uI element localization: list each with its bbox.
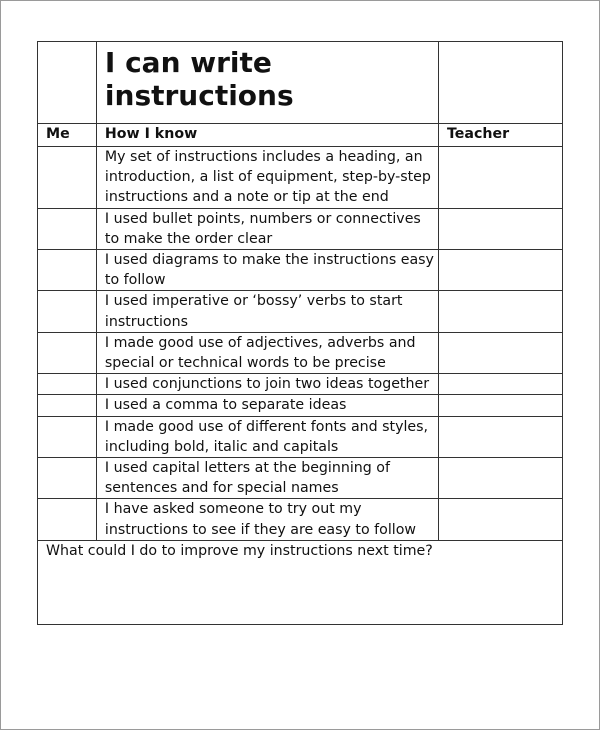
page-title: I can write instructions [104, 46, 294, 112]
criterion-text: I used a comma to separate ideas [96, 395, 438, 416]
criterion-row [38, 458, 563, 499]
title-blank-me [38, 42, 97, 124]
criterion-row [38, 291, 563, 332]
me-checkbox-cell[interactable] [38, 458, 97, 499]
improvement-cell[interactable] [38, 540, 563, 624]
criterion-text: I used capital letters at the beginning of sentences and for special names [96, 458, 438, 499]
title-row [38, 42, 563, 124]
header-row [38, 124, 563, 147]
teacher-checkbox-cell[interactable] [438, 250, 562, 291]
title-blank-teacher [438, 42, 562, 124]
me-checkbox-cell[interactable] [38, 416, 97, 457]
teacher-checkbox-cell[interactable] [438, 147, 562, 209]
me-checkbox-cell[interactable] [38, 147, 97, 209]
header-me: Me [38, 124, 97, 147]
criterion-row [38, 416, 563, 457]
teacher-checkbox-cell[interactable] [438, 499, 562, 540]
criterion-row [38, 147, 563, 209]
improvement-row [38, 540, 563, 624]
me-checkbox-cell[interactable] [38, 208, 97, 249]
criterion-row [38, 208, 563, 249]
criterion-row [38, 250, 563, 291]
improvement-question: What could I do to improve my instructions next time? [46, 542, 433, 559]
criterion-text: I used bullet points, numbers or connectives to make the order clear [96, 208, 438, 249]
me-checkbox-cell[interactable] [38, 374, 97, 395]
criterion-text: I used imperative or ‘bossy’ verbs to start instructions [96, 291, 438, 332]
teacher-checkbox-cell[interactable] [438, 416, 562, 457]
title-cell [96, 42, 438, 124]
criterion-row [38, 332, 563, 373]
criterion-text: I made good use of adjectives, adverbs and special or technical words to be precise [96, 332, 438, 373]
criterion-text: I made good use of different fonts and styles, including bold, italic and capitals [96, 416, 438, 457]
me-checkbox-cell[interactable] [38, 499, 97, 540]
me-checkbox-cell[interactable] [38, 250, 97, 291]
teacher-checkbox-cell[interactable] [438, 458, 562, 499]
header-how-i-know: How I know [96, 124, 438, 147]
criterion-row [38, 395, 563, 416]
teacher-checkbox-cell[interactable] [438, 332, 562, 373]
criterion-row [38, 499, 563, 540]
me-checkbox-cell[interactable] [38, 332, 97, 373]
teacher-checkbox-cell[interactable] [438, 291, 562, 332]
me-checkbox-cell[interactable] [38, 395, 97, 416]
criterion-text: I used diagrams to make the instructions easy to follow [96, 250, 438, 291]
criterion-row [38, 374, 563, 395]
teacher-checkbox-cell[interactable] [438, 208, 562, 249]
teacher-checkbox-cell[interactable] [438, 374, 562, 395]
criterion-text: My set of instructions includes a heading, an introduction, a list of equipment, step-by-step instructions and a note or tip at the end [96, 147, 438, 209]
criterion-text: I have asked someone to try out my instructions to see if they are easy to follow [96, 499, 438, 540]
criterion-text: I used conjunctions to join two ideas together [96, 374, 438, 395]
me-checkbox-cell[interactable] [38, 291, 97, 332]
teacher-checkbox-cell[interactable] [438, 395, 562, 416]
self-assessment-table [37, 41, 563, 625]
header-teacher: Teacher [438, 124, 562, 147]
